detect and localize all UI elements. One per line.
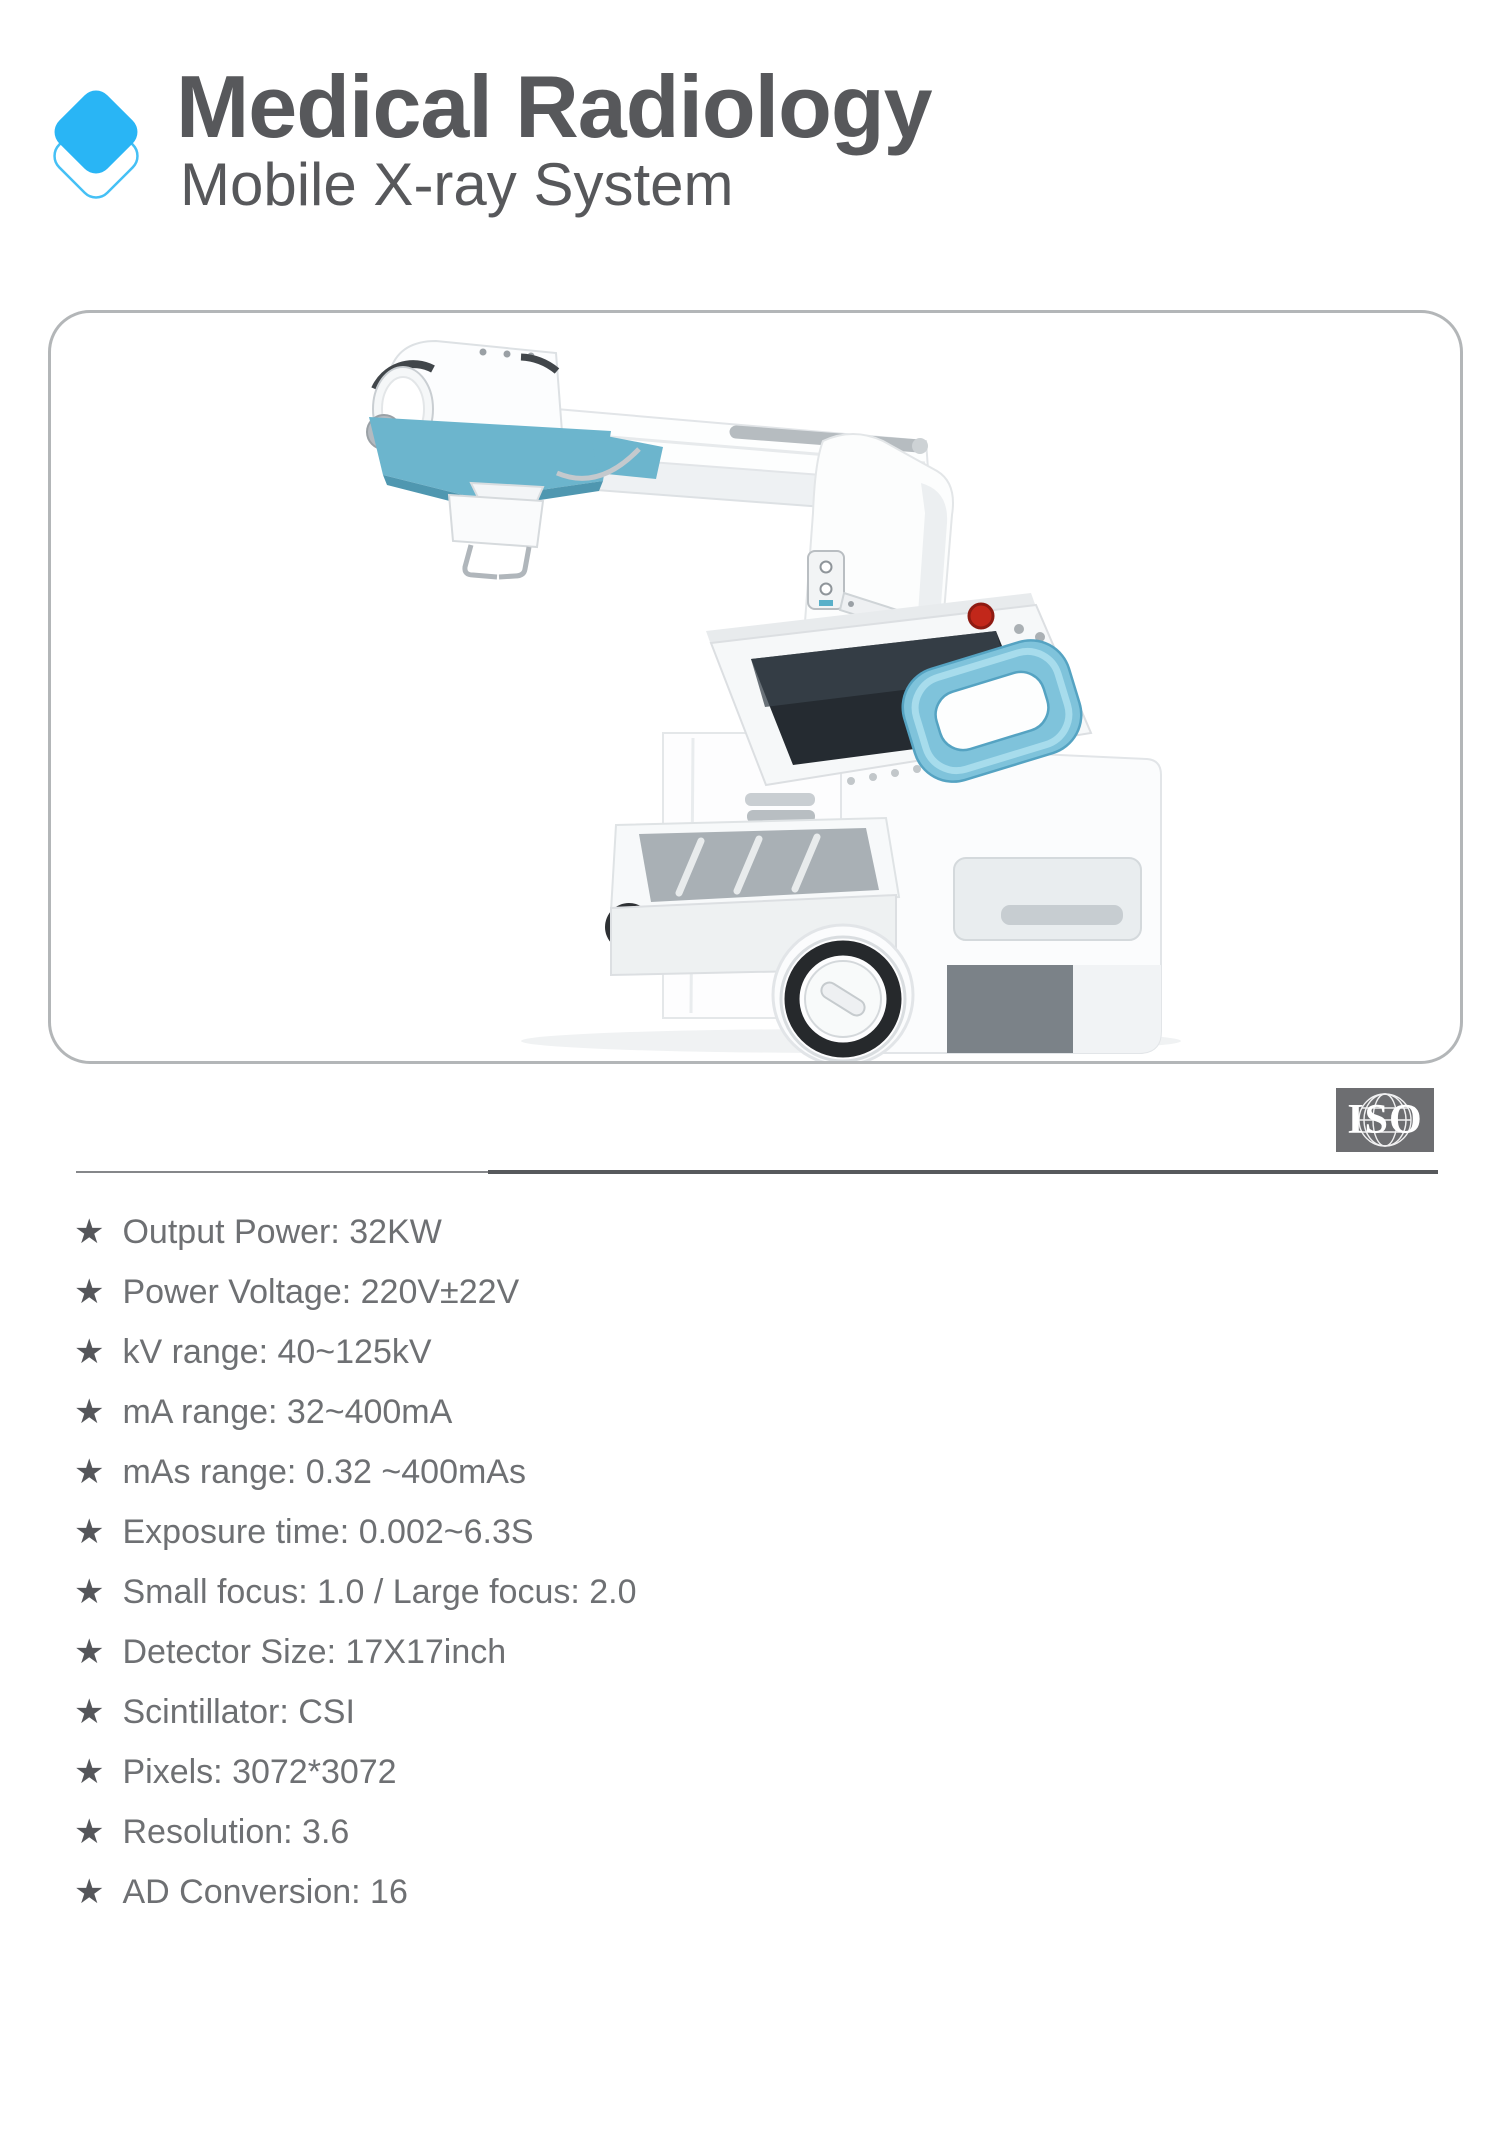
spec-item bbox=[74, 1742, 637, 1802]
spec-item bbox=[74, 1802, 637, 1862]
page-subtitle: Mobile X-ray System bbox=[180, 151, 734, 218]
spec-item bbox=[74, 1562, 637, 1622]
column-button-2 bbox=[821, 584, 832, 595]
star-bullet-icon: ★ bbox=[74, 1453, 105, 1491]
star-bullet-icon: ★ bbox=[74, 1273, 105, 1311]
spec-text: Exposure time: 0.002~6.3S bbox=[122, 1512, 534, 1551]
spec-item bbox=[74, 1202, 637, 1262]
star-bullet-icon: ★ bbox=[74, 1213, 105, 1251]
spec-item bbox=[74, 1442, 637, 1502]
spec-text: mAs range: 0.32 ~400mAs bbox=[122, 1452, 526, 1491]
star-bullet-icon: ★ bbox=[74, 1513, 105, 1551]
column-button-1 bbox=[821, 562, 832, 573]
spec-item bbox=[74, 1382, 637, 1442]
spec-item bbox=[74, 1262, 637, 1322]
main-wheel bbox=[773, 925, 913, 1061]
product-image-card bbox=[48, 310, 1463, 1064]
star-bullet-icon: ★ bbox=[74, 1393, 105, 1431]
star-bullet-icon: ★ bbox=[74, 1693, 105, 1731]
iso-badge bbox=[1336, 1088, 1434, 1152]
spec-text: Detector Size: 17X17inch bbox=[122, 1632, 507, 1671]
star-bullet-icon: ★ bbox=[74, 1333, 105, 1371]
console-button-1 bbox=[1014, 624, 1024, 634]
divider-line-main bbox=[488, 1170, 1438, 1174]
star-bullet-icon: ★ bbox=[74, 1753, 105, 1791]
spec-text: AD Conversion: 16 bbox=[122, 1872, 408, 1911]
tray-slot bbox=[1001, 905, 1123, 925]
spec-text: Pixels: 3072*3072 bbox=[122, 1752, 397, 1791]
x-ray-tube-head bbox=[367, 341, 663, 577]
spec-text: Scintillator: CSI bbox=[122, 1692, 355, 1731]
spec-item bbox=[74, 1682, 637, 1742]
spec-item bbox=[74, 1622, 637, 1682]
spec-text: mA range: 32~400mA bbox=[122, 1392, 453, 1431]
star-bullet-icon: ★ bbox=[74, 1573, 105, 1611]
spec-text: kV range: 40~125kV bbox=[122, 1332, 432, 1371]
emergency-stop-button bbox=[969, 604, 993, 628]
brand-diamond-icon bbox=[36, 60, 156, 200]
mobile-x-ray-machine-illustration bbox=[51, 313, 1460, 1061]
star-bullet-icon: ★ bbox=[74, 1813, 105, 1851]
handle-loop-right bbox=[499, 547, 529, 577]
cassette-tray bbox=[954, 858, 1141, 940]
spec-text: Small focus: 1.0 / Large focus: 2.0 bbox=[122, 1572, 637, 1611]
diamond-logo-graphic bbox=[36, 60, 156, 200]
spec-item bbox=[74, 1502, 637, 1562]
star-bullet-icon: ★ bbox=[74, 1873, 105, 1911]
spec-text: Power Voltage: 220V±22V bbox=[122, 1272, 520, 1311]
spec-text: Output Power: 32KW bbox=[122, 1212, 442, 1251]
star-bullet-icon: ★ bbox=[74, 1633, 105, 1671]
spec-text: Resolution: 3.6 bbox=[122, 1812, 350, 1851]
iso-label: ISO bbox=[1347, 1097, 1423, 1143]
page-title: Medical Radiology bbox=[176, 57, 932, 156]
spec-item bbox=[74, 1322, 637, 1382]
spec-list bbox=[74, 1202, 637, 1922]
collimator-box bbox=[449, 495, 543, 547]
handle-loop-left bbox=[465, 545, 497, 577]
spec-item bbox=[74, 1862, 637, 1922]
storage-drawer bbox=[947, 965, 1073, 1053]
divider-line-left bbox=[76, 1171, 488, 1173]
